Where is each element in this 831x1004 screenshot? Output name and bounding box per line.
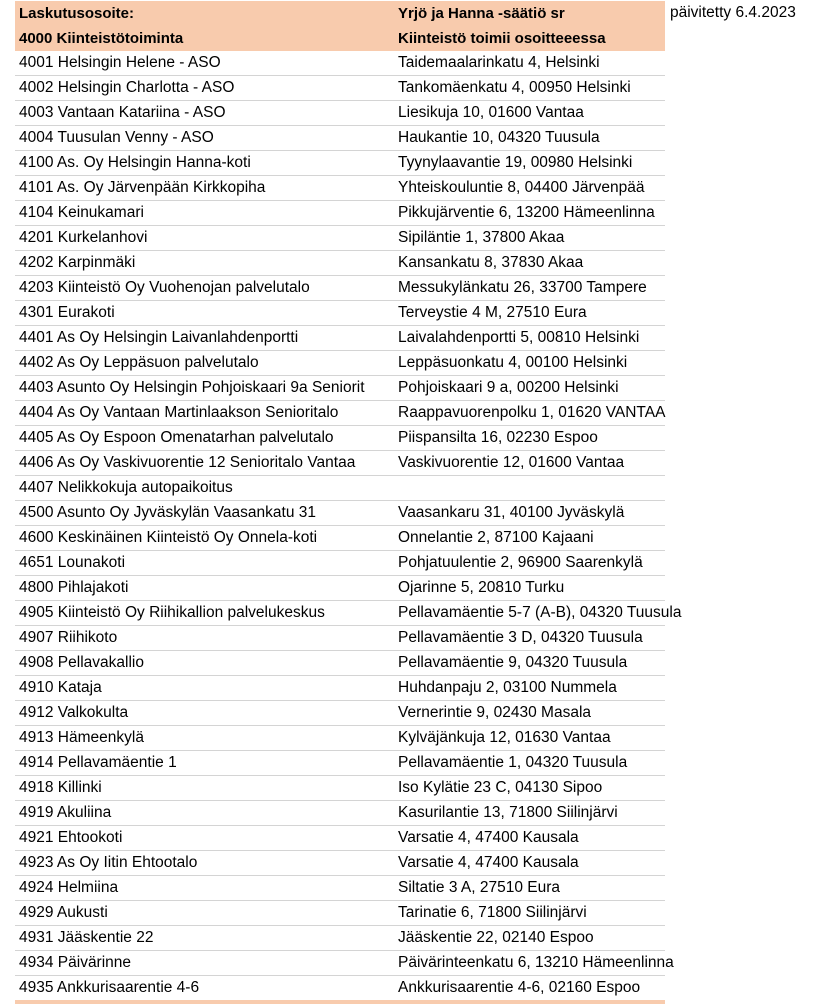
table-row <box>15 301 665 326</box>
property-address-cell: Pohjoiskaari 9 a, 00200 Helsinki <box>398 379 619 396</box>
table-row <box>15 201 665 226</box>
property-name-cell: 4913 Hämeenkylä <box>19 729 144 746</box>
property-name-cell: 4002 Helsingin Charlotta - ASO <box>19 79 235 96</box>
property-address-cell: Laivalahdenportti 5, 00810 Helsinki <box>398 329 640 346</box>
property-address-cell: Kylväjänkuja 12, 01630 Vantaa <box>398 729 611 746</box>
property-address-cell: Haukantie 10, 04320 Tuusula <box>398 129 600 146</box>
property-address-cell: Taidemaalarinkatu 4, Helsinki <box>398 54 600 71</box>
property-address-cell: Sipiläntie 1, 37800 Akaa <box>398 229 565 246</box>
property-name-cell: 4301 Eurakoti <box>19 304 115 321</box>
table-row <box>15 951 674 976</box>
table-row <box>15 476 665 501</box>
section-row <box>15 26 665 51</box>
table-row <box>15 376 665 401</box>
table-row <box>15 226 665 251</box>
table-row <box>15 526 665 551</box>
property-list <box>15 51 682 1001</box>
property-address-cell: Messukylänkatu 26, 33700 Tampere <box>398 279 647 296</box>
property-address-cell: Iso Kylätie 23 C, 04130 Sipoo <box>398 779 603 796</box>
property-name-cell: 4406 As Oy Vaskivuorentie 12 Senioritalo Vantaa <box>19 454 356 471</box>
table-row <box>15 826 665 851</box>
property-name-cell: 4651 Lounakoti <box>19 554 126 571</box>
property-name-cell: 4907 Riihikoto <box>19 629 118 646</box>
property-address-cell: Leppäsuonkatu 4, 00100 Helsinki <box>398 354 628 371</box>
property-name-cell: 4921 Ehtookoti <box>19 829 123 846</box>
table-row <box>15 426 665 451</box>
property-name-cell: 4935 Ankkurisaarentie 4-6 <box>19 979 200 996</box>
property-name-cell: 4402 As Oy Leppäsuon palvelutalo <box>19 354 259 371</box>
property-address-cell: Tyynylaavantie 19, 00980 Helsinki <box>398 154 633 171</box>
property-name-cell: 4929 Aukusti <box>19 904 108 921</box>
property-name-cell: 4923 As Oy Iitin Ehtootalo <box>19 854 198 871</box>
property-address-cell: Yhteiskouluntie 8, 04400 Järvenpää <box>398 179 645 196</box>
table-row <box>15 251 665 276</box>
property-address-cell: Piispansilta 16, 02230 Espoo <box>398 429 598 446</box>
property-address-cell: Pellavamäentie 9, 04320 Tuusula <box>398 654 628 671</box>
table-row <box>15 176 665 201</box>
property-name-cell: 4918 Killinki <box>19 779 102 796</box>
property-name-cell: 4004 Tuusulan Venny - ASO <box>19 129 214 146</box>
table-row <box>15 901 665 926</box>
property-name-cell: 4101 As. Oy Järvenpään Kirkkopiha <box>19 179 266 196</box>
address-sheet <box>15 1 682 1001</box>
property-name-cell: 4003 Vantaan Katariina - ASO <box>19 104 226 121</box>
section-name: 4000 Kiinteistötoiminta <box>19 29 184 47</box>
property-address-cell: Kansankatu 8, 37830 Akaa <box>398 254 584 271</box>
property-name-cell: 4403 Asunto Oy Helsingin Pohjoiskaari 9a Seniorit <box>19 379 365 396</box>
table-row <box>15 876 665 901</box>
property-name-cell: 4931 Jääskentie 22 <box>19 929 154 946</box>
property-address-cell: Pellavamäentie 3 D, 04320 Tuusula <box>398 629 643 646</box>
property-address-cell: Kasurilantie 13, 71800 Siilinjärvi <box>398 804 618 821</box>
table-row <box>15 701 665 726</box>
table-row <box>15 751 665 776</box>
property-address-cell: Pikkujärventie 6, 13200 Hämeenlinna <box>398 204 655 221</box>
property-name-cell: 4910 Kataja <box>19 679 102 696</box>
table-row <box>15 801 665 826</box>
property-name-cell: 4407 Nelikkokuja autopaikoitus <box>19 479 233 496</box>
table-row <box>15 276 665 301</box>
property-name-cell: 4924 Helmiina <box>19 879 119 896</box>
table-row <box>15 551 665 576</box>
property-name-cell: 4201 Kurkelanhovi <box>19 229 148 246</box>
property-name-cell: 4001 Helsingin Helene - ASO <box>19 54 221 71</box>
updated-date: päivitetty 6.4.2023 <box>670 4 796 21</box>
header-row <box>15 1 665 26</box>
table-row <box>15 51 665 76</box>
table-row <box>15 776 665 801</box>
property-name-cell: 4919 Akuliina <box>19 804 112 821</box>
table-row <box>15 326 665 351</box>
property-address-cell: Liesikuja 10, 01600 Vantaa <box>398 104 584 121</box>
property-address-cell: Jääskentie 22, 02140 Espoo <box>398 929 594 946</box>
property-address-cell: Ankkurisaarentie 4-6, 02160 Espoo <box>398 979 641 996</box>
property-name-cell: 4908 Pellavakallio <box>19 654 144 671</box>
property-address-cell: Vernerintie 9, 02430 Masala <box>398 704 592 721</box>
table-row <box>15 451 665 476</box>
property-address-cell: Terveystie 4 M, 27510 Eura <box>398 304 587 321</box>
property-address-cell: Huhdanpaju 2, 03100 Nummela <box>398 679 617 696</box>
organization-name: Yrjö ja Hanna -säätiö sr <box>398 4 565 22</box>
bottom-band <box>15 1000 665 1004</box>
property-address-cell: Pohjatuulentie 2, 96900 Saarenkylä <box>398 554 643 571</box>
table-row <box>15 501 665 526</box>
property-name-cell: 4912 Valkokulta <box>19 704 129 721</box>
table-row <box>15 926 665 951</box>
property-name-cell: 4100 As. Oy Helsingin Hanna-koti <box>19 154 251 171</box>
property-name-cell: 4401 As Oy Helsingin Laivanlahdenportti <box>19 329 299 346</box>
table-row <box>15 126 665 151</box>
table-row <box>15 351 665 376</box>
table-row <box>15 676 665 701</box>
section-note: Kiinteistö toimii osoitteeessa <box>398 29 606 47</box>
property-address-cell: Varsatie 4, 47400 Kausala <box>398 829 579 846</box>
table-row <box>15 76 665 101</box>
property-address-cell: Pellavamäentie 1, 04320 Tuusula <box>398 754 628 771</box>
table-row <box>15 726 665 751</box>
table-row <box>15 976 665 1001</box>
property-address-cell: Ojarinne 5, 20810 Turku <box>398 579 565 596</box>
property-name-cell: 4800 Pihlajakoti <box>19 579 129 596</box>
property-name-cell: 4104 Keinukamari <box>19 204 144 221</box>
property-name-cell: 4905 Kiinteistö Oy Riihikallion palvelukeskus <box>19 604 325 621</box>
property-name-cell: 4405 As Oy Espoon Omenatarhan palvelutalo <box>19 429 334 446</box>
table-row <box>15 651 665 676</box>
table-row <box>15 151 665 176</box>
table-row <box>15 576 665 601</box>
property-address-cell: Varsatie 4, 47400 Kausala <box>398 854 579 871</box>
property-name-cell: 4914 Pellavamäentie 1 <box>19 754 177 771</box>
property-address-cell: Päivärinteenkatu 6, 13210 Hämeenlinna <box>398 954 674 971</box>
property-name-cell: 4404 As Oy Vantaan Martinlaakson Senioritalo <box>19 404 339 421</box>
property-name-cell: 4203 Kiinteistö Oy Vuohenojan palvelutalo <box>19 279 310 296</box>
table-row <box>15 101 665 126</box>
property-address-cell: Onnelantie 2, 87100 Kajaani <box>398 529 594 546</box>
property-address-cell: Vaskivuorentie 12, 01600 Vantaa <box>398 454 625 471</box>
property-address-cell: Tarinatie 6, 71800 Siilinjärvi <box>398 904 587 921</box>
table-row <box>15 401 665 426</box>
property-address-cell: Raappavuorenpolku 1, 01620 VANTAA <box>398 404 666 421</box>
property-address-cell: Siltatie 3 A, 27510 Eura <box>398 879 561 896</box>
property-name-cell: 4500 Asunto Oy Jyväskylän Vaasankatu 31 <box>19 504 316 521</box>
billing-address-label: Laskutusosoite: <box>19 4 135 22</box>
property-address-cell: Pellavamäentie 5-7 (A-B), 04320 Tuusula <box>398 604 682 621</box>
property-address-cell: Vaasankaru 31, 40100 Jyväskylä <box>398 504 625 521</box>
property-address-cell: Tankomäenkatu 4, 00950 Helsinki <box>398 79 631 96</box>
property-name-cell: 4600 Keskinäinen Kiinteistö Oy Onnela-koti <box>19 529 318 546</box>
property-name-cell: 4202 Karpinmäki <box>19 254 136 271</box>
table-row <box>15 626 665 651</box>
property-name-cell: 4934 Päivärinne <box>19 954 132 971</box>
table-row <box>15 851 665 876</box>
table-row <box>15 601 682 626</box>
